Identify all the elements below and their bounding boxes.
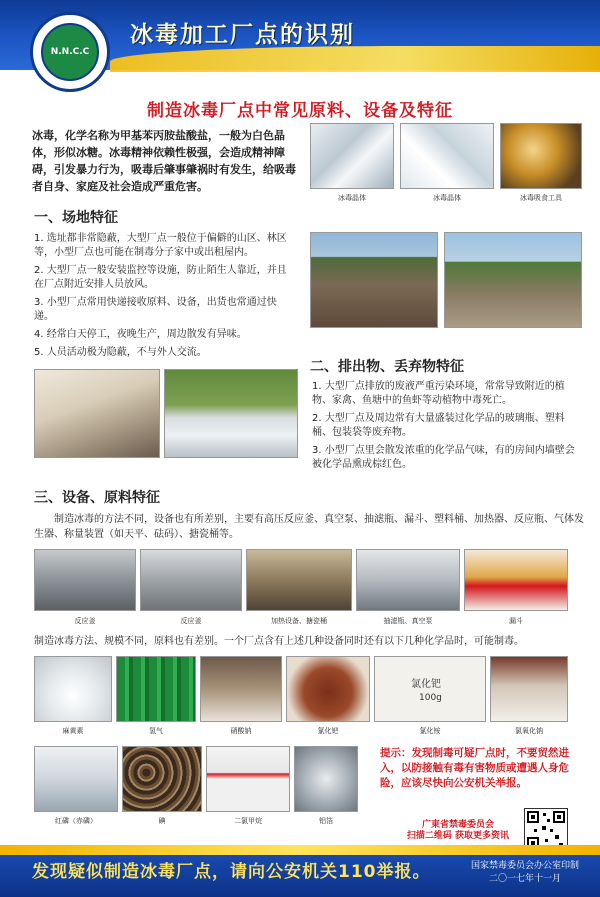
caption-equipment: 反应釜 <box>180 617 202 625</box>
site-features-list <box>34 232 294 364</box>
issue-date: 二〇一七年十一月 <box>488 874 561 884</box>
iodine-photo <box>122 746 202 812</box>
warning-tip: 提示：发现制毒可疑厂点时，不要贸然进入，以防接触有毒有害物质或遭遇人身危险，应该尽快向公安机关举报。 <box>380 747 569 789</box>
caption-equipment: 加热设备、搪瓷桶 <box>271 617 327 625</box>
mountain-factory-photo <box>444 232 582 328</box>
indoor-lab-photo <box>34 369 160 458</box>
issuer-info <box>465 860 585 886</box>
caption-chemical: 硝酸钠 <box>230 727 252 735</box>
reactor-photo-1 <box>34 549 136 611</box>
list-item: 3. 小型厂点里会散发浓重的化学品气味，有的房间内墙壁会被化学品熏成棕红色。 <box>312 445 575 470</box>
footer-gold-band <box>0 845 600 855</box>
list-item: 1. 大型厂点排放的废液严重污染环境，常常导致附近的植物、家禽、鱼塘中的鱼虾等动植物中毒死亡。 <box>312 381 565 406</box>
reactor-photo-2 <box>140 549 242 611</box>
ice-crystal-photo-1 <box>310 123 394 189</box>
aluminum-foil-photo <box>294 746 358 812</box>
intro-paragraph: 冰毒，化学名称为甲基苯丙胺盐酸盐，一般为白色晶体，形似冰糖。冰毒精神依赖性极强，会造成精神障碍，引发暴力行为，吸毒后肇事肇祸时有发生，给吸毒者自身、家庭及社会造成严重危害。 <box>32 129 296 193</box>
caption-chemical: 铝箔 <box>319 817 333 825</box>
ice-pipe-photo <box>500 123 582 189</box>
list-item: 5. 人员活动极为隐蔽，不与外人交流。 <box>34 347 207 358</box>
caption-chemical: 氢气 <box>149 727 163 735</box>
caption-chemical: 氯化铵 <box>419 727 441 735</box>
section-equipment-title: 三、设备、原料特征 <box>34 490 160 506</box>
waste-features-list <box>312 380 584 476</box>
chemicals-paragraph: 制造冰毒方法、规模不同，原料也有差别。一个厂点含有上述几种设备同时还有以下几种化学品时，可能制毒。 <box>34 636 524 647</box>
list-item: 2. 大型厂点及周边常有大量盛装过化学品的玻璃瓶、塑料桶、包装袋等废弃物。 <box>312 413 565 438</box>
subtitle: 制造冰毒厂点中常见原料、设备及特征 <box>147 101 453 121</box>
caption-chemical: 二氯甲烷 <box>234 817 262 825</box>
ammonium-chloride-photo <box>490 656 568 722</box>
caption-chemical: 碘 <box>158 817 166 825</box>
page-title: 冰毒加工厂点的识别 <box>130 22 355 48</box>
caption-equipment: 反应釜 <box>74 617 96 625</box>
list-item: 3. 小型厂点常用快递接收原料、设备，出货也常通过快递。 <box>34 297 277 322</box>
caption-equipment: 漏斗 <box>509 617 523 625</box>
caption-equipment: 抽滤瓶、真空泵 <box>383 617 433 625</box>
funnel-photo <box>464 549 568 611</box>
list-item: 1. 选址都非常隐蔽，大型厂点一般位于偏僻的山区、林区等，小型厂点也可能在制毒分子家中或出租屋内。 <box>34 233 287 258</box>
report-slogan: 发现疑似制造冰毒厂点，请向公安机关110举报。 <box>32 862 431 882</box>
caption-ice-1: 冰毒晶体 <box>338 194 366 202</box>
qr-caption-stamp: 广東省禁毒委员会 扫描二维码 获取更多资讯 <box>406 820 510 841</box>
header-gold-swoosh <box>110 46 600 72</box>
caption-pipe: 冰毒吸食工具 <box>520 194 562 202</box>
bottle-label: 氯化钯 <box>411 679 441 690</box>
heater-bucket-photo <box>246 549 352 611</box>
dichloromethane-photo <box>206 746 290 812</box>
emblem-inner: N.N.C.C <box>41 23 99 81</box>
section-waste-title: 二、排出物、丢弃物特征 <box>310 359 464 375</box>
sodium-nitrate-photo <box>200 656 282 722</box>
caption-ice-2: 冰毒晶体 <box>433 194 461 202</box>
section-site-title: 一、场地特征 <box>34 210 118 226</box>
bottle-weight: 100g <box>419 693 442 703</box>
hydrogen-cylinders-photo <box>116 656 196 722</box>
palladium-bottle-photo <box>374 656 486 722</box>
list-item: 4. 经常白天停工，夜晚生产，周边散发有异味。 <box>34 329 247 340</box>
ephedrine-photo <box>34 656 112 722</box>
equipment-paragraph: 制造冰毒的方法不同，设备也有所差别，主要有高压反应釜、真空泵、抽滤瓶、漏斗、塑料桶、加热器、反应瓶、气体发生器、称量装置（如天平、砝码）、搪瓷桶等。 <box>34 514 584 540</box>
discarded-containers-photo <box>164 369 298 458</box>
palladium-chloride-photo <box>286 656 370 722</box>
caption-chemical: 氯化钯 <box>317 727 339 735</box>
ice-crystal-photo-2 <box>400 123 494 189</box>
caption-chemical: 红磷（赤磷） <box>55 817 97 825</box>
red-phosphorus-photo <box>34 746 118 812</box>
caption-chemical: 氯氧化钠 <box>515 727 543 735</box>
issuer-name: 国家禁毒委员会办公室印制 <box>470 861 579 871</box>
filter-flask-pump-photo <box>356 549 460 611</box>
list-item: 2. 大型厂点一般安装监控等设施，防止陌生人靠近，并且在厂点附近安排人员放风。 <box>34 265 287 290</box>
rural-house-photo <box>310 232 438 328</box>
caption-chemical: 麻黄素 <box>62 727 84 735</box>
narcotics-control-emblem <box>30 12 110 92</box>
